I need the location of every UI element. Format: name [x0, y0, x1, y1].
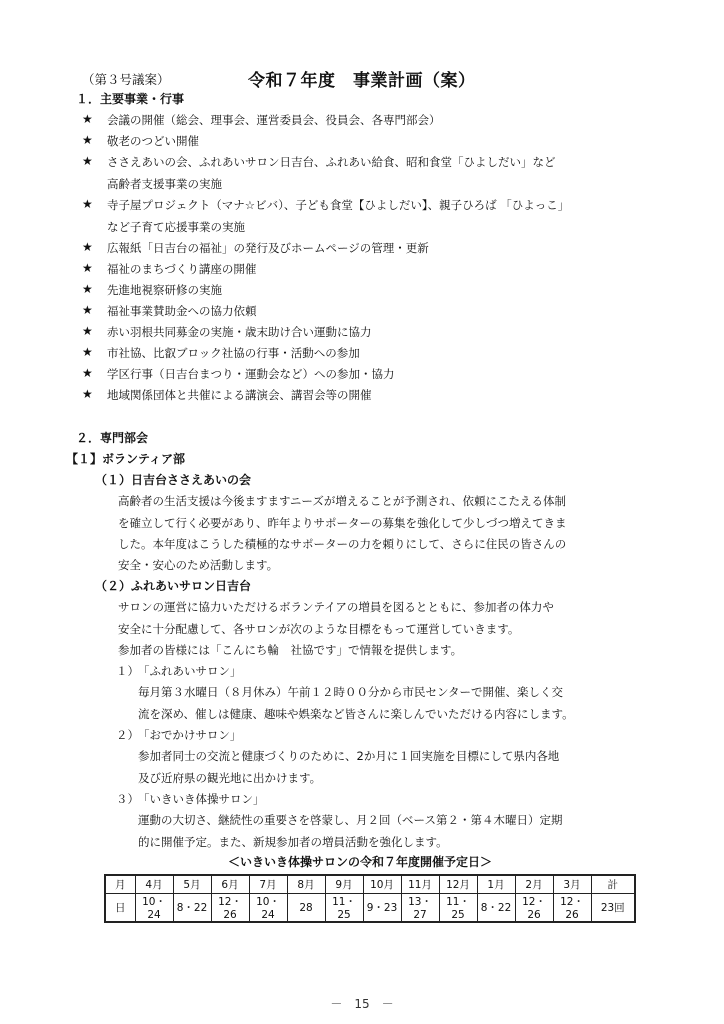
- schedule-table: [104, 874, 636, 923]
- star-icon: ★: [82, 154, 93, 168]
- list-item: 赤い羽根共同募金の実施・歳末助け合い運動に協力: [107, 325, 372, 339]
- table-header-cell: 計: [591, 875, 635, 894]
- salon-number: ３）: [116, 792, 139, 806]
- paragraph-line: 的に開催予定。また、新規参加者の増員活動を強化します。: [138, 835, 448, 849]
- table-cell: 13・27: [401, 894, 439, 923]
- schedule-caption: ＜いきいき体操サロンの令和７年度開催予定日＞: [228, 855, 493, 869]
- schedule-date-row: [105, 894, 635, 923]
- salon-name: 「おでかけサロン」: [138, 728, 242, 742]
- table-header-cell: 6月: [211, 875, 249, 894]
- paragraph-line: 運動の大切さ、継続性の重要さを啓蒙し、月２回（ベース第２・第４木曜日）定期: [138, 813, 563, 827]
- list-item: 学区行事（日吉台まつり・運動会など）への参加・協力: [107, 367, 395, 381]
- section1-heading: １．主要事業・行事: [76, 92, 185, 106]
- star-icon: ★: [82, 324, 93, 338]
- table-cell: 8・22: [477, 894, 515, 923]
- table-header-cell: 2月: [515, 875, 553, 894]
- salon-name: 「いきいき体操サロン」: [138, 792, 265, 806]
- list-item: 会議の開催（総会、理事会、運営委員会、役員会、各専門部会）: [107, 113, 441, 127]
- paragraph-line: 流を深め、催しは健康、趣味や娯楽など皆さんに楽しんでいただける内容にします。: [138, 707, 574, 721]
- list-item-continuation: 高齢者支援事業の実施: [107, 177, 222, 191]
- list-item-continuation: など子育て応援事業の実施: [107, 220, 245, 234]
- star-icon: ★: [82, 261, 93, 275]
- paragraph-line: 安全に十分配慮して、各サロンが次のような目標をもって運営していきます。: [118, 622, 520, 636]
- table-cell: 23回: [591, 894, 635, 923]
- table-header-cell: 12月: [439, 875, 477, 894]
- table-cell: 9・23: [363, 894, 401, 923]
- list-item: 地域関係団体と共催による講演会、講習会等の開催: [107, 388, 372, 402]
- table-cell: 12・26: [211, 894, 249, 923]
- star-icon: ★: [82, 112, 93, 126]
- table-header-cell: 7月: [249, 875, 287, 894]
- salon-number: ２）: [116, 728, 139, 742]
- list-item: ささえあいの会、ふれあいサロン日吉台、ふれあい給食、昭和食堂「ひよしだい」など: [107, 155, 556, 169]
- star-icon: ★: [82, 387, 93, 401]
- subsection-title: （２）ふれあいサロン日吉台: [95, 579, 252, 593]
- table-header-cell: 4月: [135, 875, 173, 894]
- table-cell: 日: [105, 894, 135, 923]
- schedule-header-row: [105, 875, 635, 894]
- table-header-cell: 9月: [325, 875, 363, 894]
- agenda-number: （第３号議案）: [82, 72, 170, 87]
- star-icon: ★: [82, 133, 93, 147]
- table-header-cell: 3月: [553, 875, 591, 894]
- table-cell: 10・24: [249, 894, 287, 923]
- table-cell: 8・22: [173, 894, 211, 923]
- salon-name: 「ふれあいサロン」: [138, 664, 242, 678]
- table-header-cell: 8月: [287, 875, 325, 894]
- table-header-cell: 5月: [173, 875, 211, 894]
- table-cell: 11・25: [439, 894, 477, 923]
- paragraph-line: 毎月第３水曜日（８月休み）午前１２時００分から市民センターで開催、楽しく交: [138, 685, 564, 699]
- star-icon: ★: [82, 197, 93, 211]
- paragraph-line: サロンの運営に協力いただけるボランテイアの増員を図るとともに、参加者の体力や: [118, 600, 554, 614]
- table-header-cell: 11月: [401, 875, 439, 894]
- list-item: 市社協、比叡ブロック社協の行事・活動への参加: [107, 346, 360, 360]
- table-header-cell: 10月: [363, 875, 401, 894]
- table-cell: 12・26: [515, 894, 553, 923]
- paragraph-line: 及び近府県の観光地に出かけます。: [138, 771, 322, 785]
- star-icon: ★: [82, 303, 93, 317]
- section2-heading: ２．専門部会: [76, 431, 149, 445]
- paragraph-line: した。本年度はこうした積極的なサポーターの力を頼りにして、さらに住民の皆さんの: [118, 537, 567, 551]
- table-cell: 11・25: [325, 894, 363, 923]
- subsection-title: （１）日吉台ささえあいの会: [95, 473, 252, 487]
- department-heading: 【１】ボランティア部: [66, 452, 186, 466]
- star-icon: ★: [82, 345, 93, 359]
- paragraph-line: 安全・安心のため活動します。: [118, 558, 279, 572]
- page-title: 令和７年度 事業計画（案）: [248, 71, 476, 91]
- star-icon: ★: [82, 366, 93, 380]
- list-item: 広報紙「日吉台の福祉」の発行及びホームページの管理・更新: [107, 241, 429, 255]
- list-item: 寺子屋プロジェクト（マナ☆ビバ）、子ども食堂【ひよしだい】、親子ひろば 「ひよっこ」: [107, 198, 570, 212]
- table-header-cell: 月: [105, 875, 135, 894]
- paragraph-line: 高齢者の生活支援は今後ますますニーズが増えることが予測され、依頼にこたえる体制: [118, 494, 567, 508]
- table-cell: 28: [287, 894, 325, 923]
- table-header-cell: 1月: [477, 875, 515, 894]
- paragraph-line: 参加者同士の交流と健康づくりのために、2か月に１回実施を目標にして県内各地: [138, 749, 560, 763]
- table-cell: 12・26: [553, 894, 591, 923]
- list-item: 先進地視察研修の実施: [107, 283, 222, 297]
- list-item: 敬老のつどい開催: [107, 134, 199, 148]
- paragraph-line: を確立して行く必要があり、昨年よりサポーターの募集を強化して少しづつ増えてきま: [118, 516, 567, 530]
- page-number: － 15 －: [330, 997, 394, 1011]
- star-icon: ★: [82, 240, 93, 254]
- list-item: 福祉事業賛助金への協力依頼: [107, 304, 257, 318]
- list-item: 福祉のまちづくり講座の開催: [107, 262, 257, 276]
- star-icon: ★: [82, 282, 93, 296]
- paragraph-line: 参加者の皆様には「こんにち輪 社協です」で情報を提供します。: [118, 643, 463, 657]
- table-cell: 10・24: [135, 894, 173, 923]
- salon-number: １）: [116, 664, 139, 678]
